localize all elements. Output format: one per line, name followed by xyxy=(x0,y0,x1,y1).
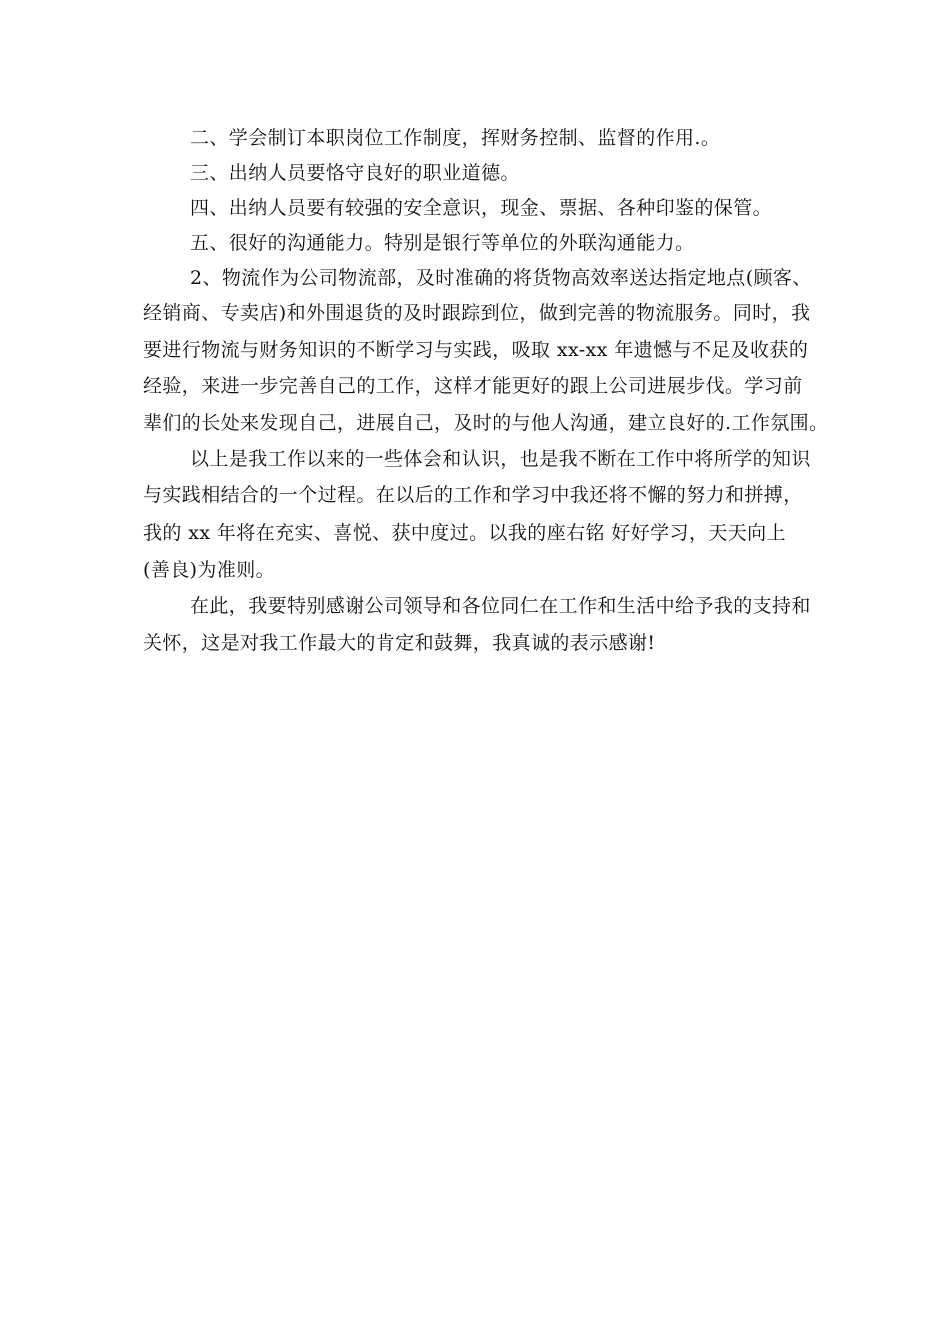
text-line-9: 辈们的长处来发现自己，进展自己，及时的与他人沟通，建立良好的.工作氛围。 xyxy=(143,412,829,434)
text-line-10: 以上是我工作以来的一些体会和认识，也是我不断在工作中将所学的知识 xyxy=(190,448,811,470)
text-line-2: 三、出纳人员要恪守良好的职业道德。 xyxy=(190,162,520,184)
text-line-5: 2、物流作为公司物流部，及时准确的将货物高效率送达指定地点(顾客、 xyxy=(190,267,812,289)
text-line-13: (善良)为准则。 xyxy=(143,559,276,581)
text-line-8: 经验，来进一步完善自己的工作，这样才能更好的跟上公司进展步伐。学习前 xyxy=(143,375,803,397)
text-line-4: 五、很好的沟通能力。特别是银行等单位的外联沟通能力。 xyxy=(190,232,695,254)
text-line-12: 我的 xx 年将在充实、喜悦、获中度过。以我的座右铭 好好学习，天天向上 xyxy=(143,522,786,544)
text-line-1: 二、学会制订本职岗位工作制度，挥财务控制、监督的作用.。 xyxy=(190,127,721,149)
text-line-15: 关怀，这是对我工作最大的肯定和鼓舞，我真诚的表示感谢! xyxy=(143,632,656,654)
text-line-3: 四、出纳人员要有较强的安全意识，现金、票据、各种印鉴的保管。 xyxy=(190,197,773,219)
text-line-14: 在此，我要特别感谢公司领导和各位同仁在工作和生活中给予我的支持和 xyxy=(190,595,811,617)
text-line-11: 与实践相结合的一个过程。在以后的工作和学习中我还将不懈的努力和拼搏， xyxy=(143,484,803,506)
text-line-6: 经销商、专卖店)和外围退货的及时跟踪到位，做到完善的物流服务。同时，我 xyxy=(143,302,811,324)
text-line-7: 要进行物流与财务知识的不断学习与实践，吸取 xx-xx 年遗憾与不足及收获的 xyxy=(143,339,809,361)
